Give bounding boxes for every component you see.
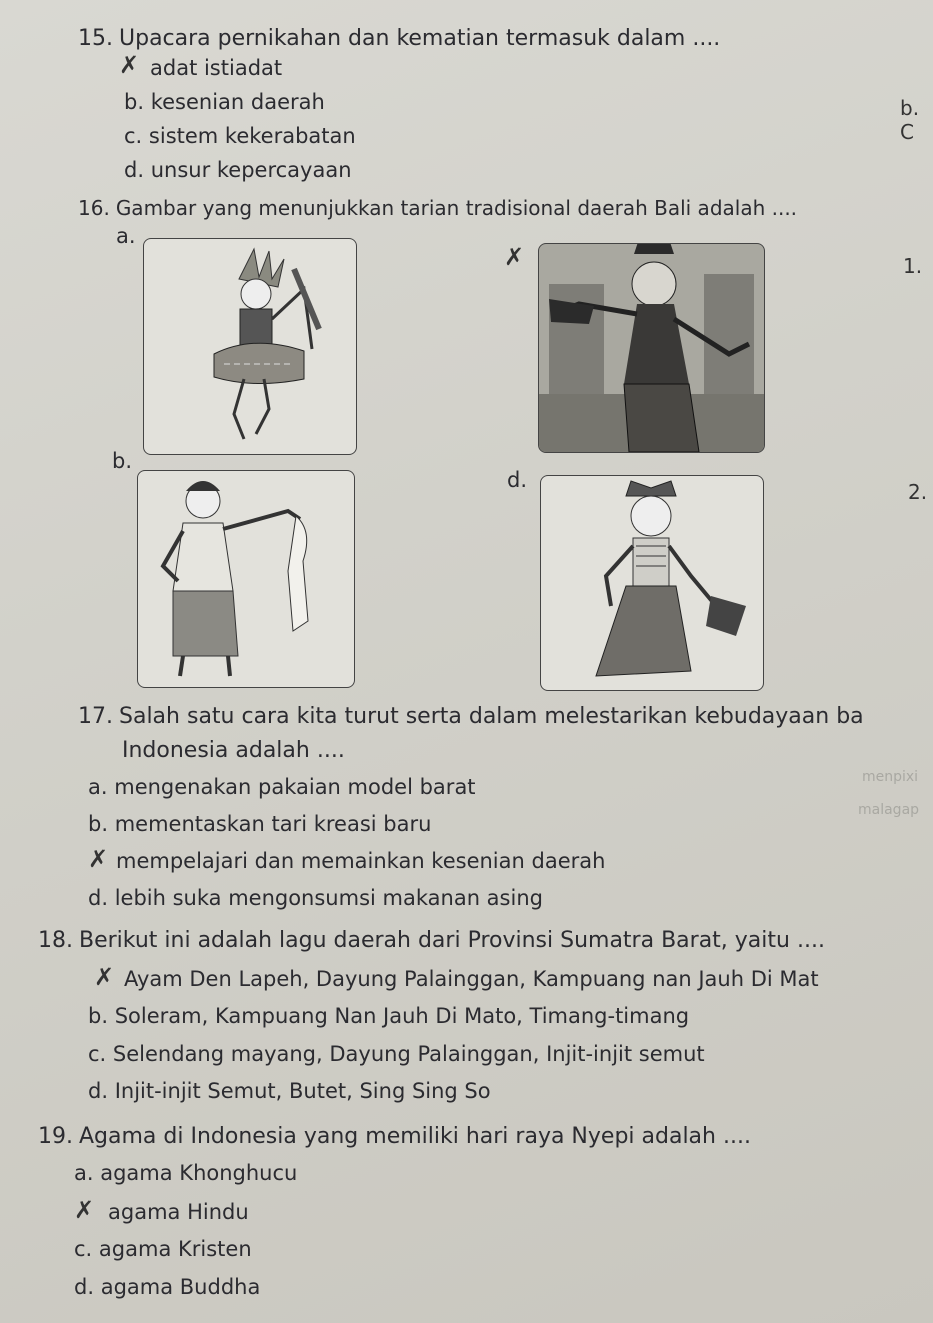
option-letter: c. [124, 124, 143, 148]
javanese-dancer-illustration [541, 476, 763, 690]
option-text: Ayam Den Lapeh, Dayung Palainggan, Kampuang nan Jauh Di Mat [124, 967, 819, 991]
q18-option-c[interactable] [88, 1042, 705, 1066]
option-text: Injit-injit Semut, Butet, Sing Sing So [114, 1079, 491, 1103]
picture-option-a[interactable] [143, 238, 357, 455]
question-16 [78, 196, 797, 220]
q19-option-b[interactable] [108, 1200, 249, 1224]
answer-cross-mark: ✗ [88, 845, 109, 873]
question-19 [38, 1124, 751, 1150]
question-text-line1: Salah satu cara kita turut serta dalam melestarikan kebudayaan ba [119, 704, 864, 729]
question-18 [38, 928, 825, 954]
question-text: Agama di Indonesia yang memiliki hari raya Nyepi adalah .... [79, 1124, 751, 1149]
edge-fragment: 1. [903, 254, 923, 278]
option-text: mementaskan tari kreasi baru [114, 812, 432, 836]
question-15 [78, 26, 720, 52]
option-text: Selendang mayang, Dayung Palainggan, Injit-injit semut [112, 1042, 705, 1066]
q17-option-d[interactable] [88, 886, 543, 910]
answer-cross-mark: ✗ [74, 1196, 95, 1224]
option-text: sistem kekerabatan [148, 124, 356, 148]
option-letter: b. [124, 90, 145, 114]
option-letter: d. [74, 1275, 95, 1299]
q18-option-b[interactable] [88, 1004, 689, 1028]
q19-option-d[interactable] [74, 1275, 260, 1299]
q17-option-c[interactable] [116, 849, 605, 873]
dancer-with-scarf-illustration [138, 471, 354, 687]
question-text: Gambar yang menunjukkan tarian tradisional daerah Bali adalah .... [115, 196, 798, 220]
question-number: 18. [38, 928, 73, 953]
q18-option-d[interactable] [88, 1079, 491, 1103]
show-through-text: malagap [858, 802, 920, 818]
answer-cross-mark: ✗ [504, 243, 525, 271]
q19-option-a[interactable] [74, 1161, 297, 1185]
question-number: 17. [78, 704, 113, 729]
picture-option-b[interactable] [137, 470, 355, 688]
q17-option-b[interactable] [88, 812, 431, 836]
q15-option-d[interactable] [124, 158, 352, 182]
picture-label-d: d. [507, 468, 528, 492]
dayak-dancer-illustration [144, 239, 356, 454]
option-text: agama Buddha [100, 1275, 261, 1299]
show-through-text: menpixi [862, 769, 919, 785]
q18-option-a[interactable] [124, 967, 819, 991]
option-letter: c. [88, 1042, 107, 1066]
option-letter: d. [88, 886, 109, 910]
question-number: 15. [78, 26, 113, 51]
option-letter: a. [88, 775, 108, 799]
picture-option-c[interactable] [538, 243, 765, 453]
option-text: adat istiadat [150, 56, 283, 80]
option-letter: d. [124, 158, 145, 182]
option-letter: d. [88, 1079, 109, 1103]
question-number: 16. [78, 196, 110, 220]
option-text: mengenakan pakaian model barat [114, 775, 476, 799]
answer-cross-mark: ✗ [119, 51, 140, 79]
answer-cross-mark: ✗ [94, 963, 115, 991]
bali-dancer-illustration [539, 244, 764, 452]
option-letter: b. [88, 1004, 109, 1028]
option-text: unsur kepercayaan [150, 158, 352, 182]
q15-option-b[interactable] [124, 90, 325, 114]
edge-fragment: b. C [900, 96, 920, 144]
picture-label-a: a. [116, 224, 136, 248]
question-17-line2: Indonesia adalah .... [122, 738, 345, 763]
question-17 [78, 704, 864, 730]
option-text: agama Hindu [108, 1200, 249, 1224]
q15-option-c[interactable] [124, 124, 356, 148]
option-text: kesenian daerah [150, 90, 325, 114]
option-text: agama Kristen [98, 1237, 252, 1261]
q17-option-a[interactable] [88, 775, 476, 799]
picture-option-d[interactable] [540, 475, 764, 691]
q15-option-a[interactable] [150, 56, 282, 80]
q19-option-c[interactable] [74, 1237, 252, 1261]
edge-fragment: 2. [908, 480, 928, 504]
question-text: Upacara pernikahan dan kematian termasuk dalam .... [119, 26, 721, 51]
question-number: 19. [38, 1124, 73, 1149]
option-letter: c. [74, 1237, 93, 1261]
picture-label-b: b. [112, 449, 133, 473]
option-text: lebih suka mengonsumsi makanan asing [114, 886, 543, 910]
question-text: Berikut ini adalah lagu daerah dari Provinsi Sumatra Barat, yaitu .... [79, 928, 825, 953]
option-text: agama Khonghucu [100, 1161, 298, 1185]
option-letter: b. [88, 812, 109, 836]
option-text: Soleram, Kampuang Nan Jauh Di Mato, Timang-timang [114, 1004, 690, 1028]
option-letter: a. [74, 1161, 94, 1185]
option-text: mempelajari dan memainkan kesenian daerah [116, 849, 606, 873]
